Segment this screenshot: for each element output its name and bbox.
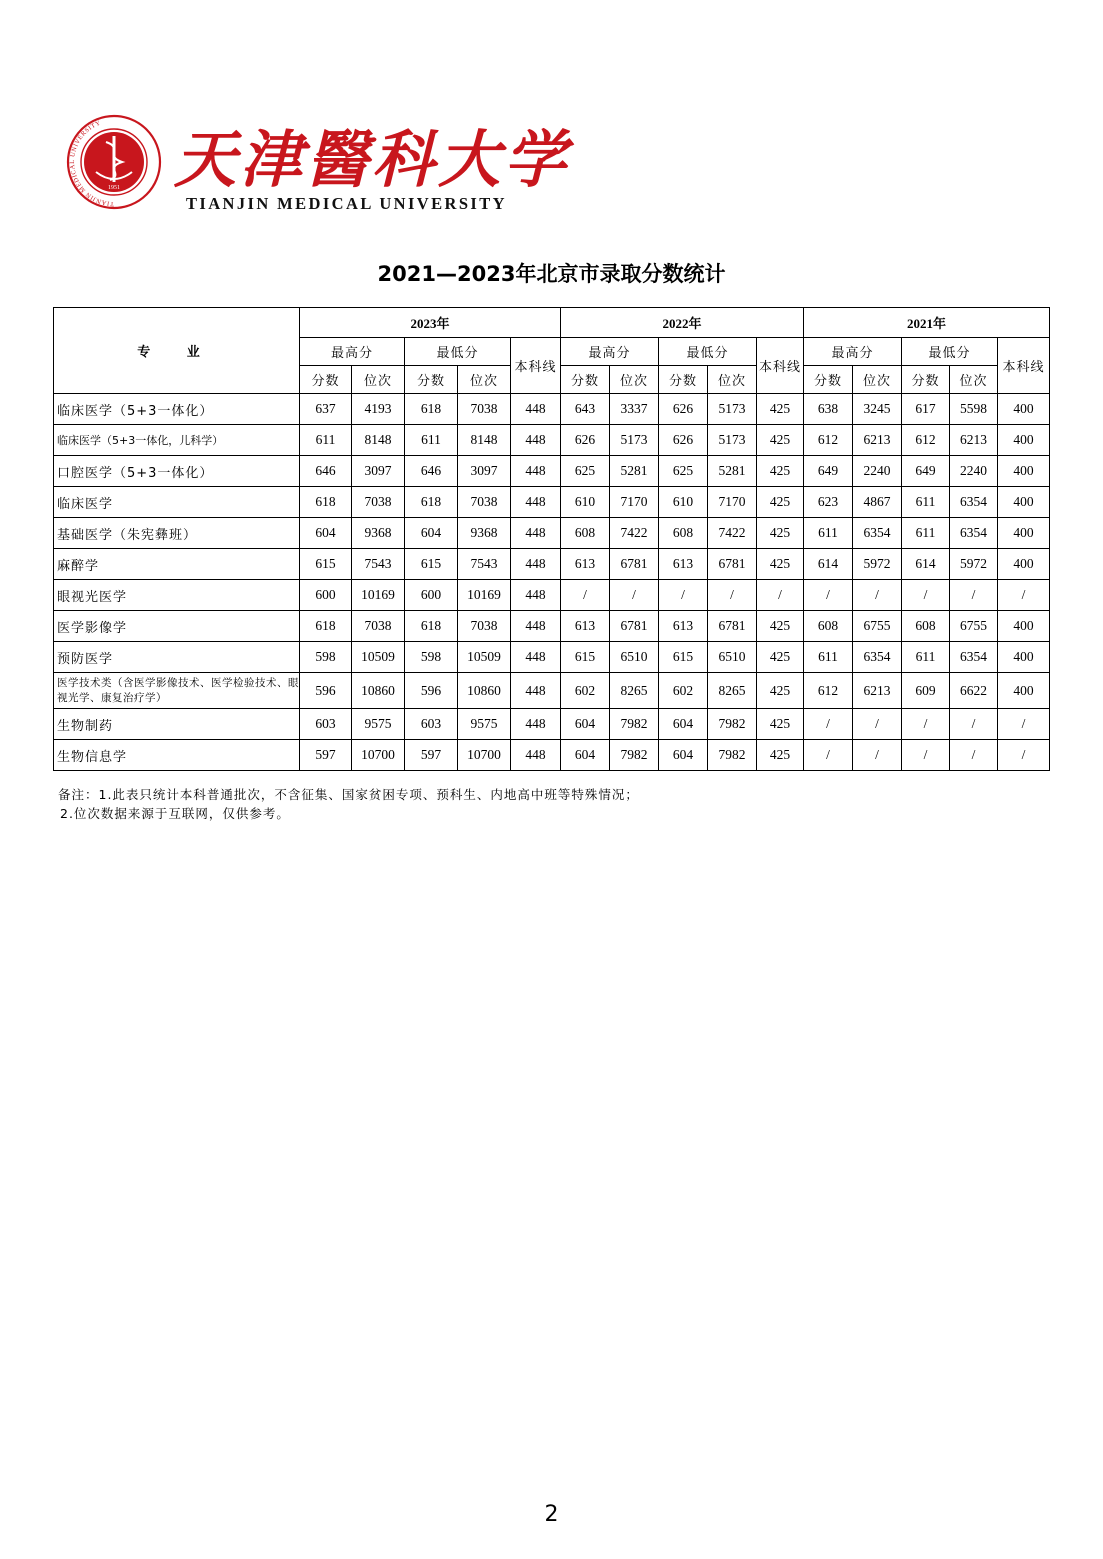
score-cell: 10509 — [458, 642, 511, 673]
score-cell: 7982 — [708, 740, 757, 771]
score-cell: 6354 — [950, 642, 998, 673]
score-cell: 9575 — [458, 709, 511, 740]
score-cell: 5173 — [610, 425, 659, 456]
score-cell: / — [853, 740, 902, 771]
score-cell: 625 — [561, 456, 610, 487]
min-score-header: 最低分 — [902, 338, 998, 366]
score-cell: 10509 — [352, 642, 405, 673]
score-cell: 615 — [561, 642, 610, 673]
score-cell: 6354 — [853, 518, 902, 549]
score-cell: / — [902, 580, 950, 611]
max-score-header: 最高分 — [804, 338, 902, 366]
score-cell: 448 — [511, 673, 561, 709]
score-cell: 618 — [405, 394, 458, 425]
score-cell: / — [561, 580, 610, 611]
score-cell: 5972 — [853, 549, 902, 580]
score-header: 分数 — [561, 366, 610, 394]
score-cell: 5598 — [950, 394, 998, 425]
score-cell: 10700 — [352, 740, 405, 771]
score-cell: 6510 — [708, 642, 757, 673]
score-cell: 618 — [300, 487, 352, 518]
score-cell: 649 — [902, 456, 950, 487]
score-cell: 7982 — [610, 740, 659, 771]
score-cell: 6354 — [950, 487, 998, 518]
score-cell: 2240 — [950, 456, 998, 487]
score-cell: 604 — [561, 709, 610, 740]
score-cell: 596 — [405, 673, 458, 709]
score-cell: 612 — [804, 425, 853, 456]
score-cell: 618 — [405, 487, 458, 518]
score-cell: 10169 — [458, 580, 511, 611]
major-name-cell: 口腔医学（5+3一体化） — [54, 456, 300, 487]
score-cell: 425 — [757, 740, 804, 771]
score-cell: 9368 — [352, 518, 405, 549]
score-cell: 638 — [804, 394, 853, 425]
page-number: 2 — [544, 1502, 559, 1527]
score-cell: 597 — [300, 740, 352, 771]
score-cell: 10860 — [352, 673, 405, 709]
max-score-header: 最高分 — [561, 338, 659, 366]
score-cell: 400 — [998, 487, 1050, 518]
score-cell: 6781 — [708, 611, 757, 642]
score-cell: 626 — [659, 394, 708, 425]
rank-header: 位次 — [853, 366, 902, 394]
major-name-cell: 临床医学 — [54, 487, 300, 518]
score-cell: 604 — [659, 709, 708, 740]
score-cell: 6781 — [610, 549, 659, 580]
score-cell: 603 — [300, 709, 352, 740]
year-header: 2023年 — [300, 308, 561, 338]
score-cell: 643 — [561, 394, 610, 425]
table-row — [54, 611, 1050, 642]
score-cell: 6510 — [610, 642, 659, 673]
major-name-cell: 临床医学（5+3一体化，儿科学） — [54, 425, 300, 456]
score-cell: 646 — [405, 456, 458, 487]
score-cell: 448 — [511, 642, 561, 673]
score-cell: 7543 — [352, 549, 405, 580]
score-cell: 4867 — [853, 487, 902, 518]
score-cell: 611 — [405, 425, 458, 456]
major-name-cell: 麻醉学 — [54, 549, 300, 580]
score-cell: 400 — [998, 611, 1050, 642]
score-cell: 5281 — [708, 456, 757, 487]
score-cell: / — [804, 580, 853, 611]
min-score-header: 最低分 — [659, 338, 757, 366]
score-cell: 6213 — [853, 673, 902, 709]
score-cell: / — [950, 740, 998, 771]
score-header: 分数 — [804, 366, 853, 394]
table-row — [54, 425, 1050, 456]
score-cell: 5972 — [950, 549, 998, 580]
score-cell: 7543 — [458, 549, 511, 580]
year-header: 2022年 — [561, 308, 804, 338]
score-cell: 425 — [757, 487, 804, 518]
score-cell: 597 — [405, 740, 458, 771]
major-name-cell: 医学影像学 — [54, 611, 300, 642]
score-cell: 7422 — [708, 518, 757, 549]
table-row — [54, 642, 1050, 673]
min-score-header: 最低分 — [405, 338, 511, 366]
table-row — [54, 673, 1050, 709]
score-cell: 425 — [757, 518, 804, 549]
table-row — [54, 456, 1050, 487]
score-cell: 613 — [659, 549, 708, 580]
score-cell: 5281 — [610, 456, 659, 487]
score-cell: 3097 — [458, 456, 511, 487]
score-cell: 646 — [300, 456, 352, 487]
score-cell: 8265 — [610, 673, 659, 709]
score-cell: 7038 — [352, 487, 405, 518]
score-cell: 625 — [659, 456, 708, 487]
note-line: 2.位次数据来源于互联网，仅供参考。 — [60, 806, 290, 821]
score-cell: 615 — [659, 642, 708, 673]
score-cell: 611 — [902, 642, 950, 673]
score-cell: 615 — [300, 549, 352, 580]
score-cell: 2240 — [853, 456, 902, 487]
score-cell: 425 — [757, 549, 804, 580]
score-cell: 6755 — [853, 611, 902, 642]
score-cell: 617 — [902, 394, 950, 425]
score-cell: 613 — [659, 611, 708, 642]
table-row — [54, 394, 1050, 425]
score-cell: 614 — [804, 549, 853, 580]
score-cell: 613 — [561, 549, 610, 580]
score-cell: 5173 — [708, 425, 757, 456]
score-cell: 649 — [804, 456, 853, 487]
major-name-cell: 生物信息学 — [54, 740, 300, 771]
score-cell: 7038 — [458, 487, 511, 518]
score-cell: 10700 — [458, 740, 511, 771]
score-cell: / — [853, 580, 902, 611]
score-cell: 612 — [902, 425, 950, 456]
score-cell: 8265 — [708, 673, 757, 709]
score-header: 分数 — [902, 366, 950, 394]
major-name-cell: 眼视光医学 — [54, 580, 300, 611]
score-cell: 448 — [511, 709, 561, 740]
cutoff-line-header: 本科线 — [757, 338, 804, 394]
score-cell: 10860 — [458, 673, 511, 709]
major-name-cell: 预防医学 — [54, 642, 300, 673]
score-cell: 609 — [902, 673, 950, 709]
score-cell: 600 — [300, 580, 352, 611]
score-cell: 7982 — [610, 709, 659, 740]
table-row — [54, 518, 1050, 549]
score-cell: 6354 — [950, 518, 998, 549]
major-name-cell: 基础医学（朱宪彝班） — [54, 518, 300, 549]
table-row — [54, 709, 1050, 740]
max-score-header: 最高分 — [300, 338, 405, 366]
score-cell: 600 — [405, 580, 458, 611]
cutoff-line-header: 本科线 — [998, 338, 1050, 394]
score-cell: 448 — [511, 394, 561, 425]
score-cell: 618 — [405, 611, 458, 642]
score-cell: 425 — [757, 709, 804, 740]
score-cell: 608 — [561, 518, 610, 549]
score-cell: 448 — [511, 456, 561, 487]
score-cell: 7038 — [352, 611, 405, 642]
score-cell: 623 — [804, 487, 853, 518]
major-column-header: 专 业 — [54, 308, 300, 394]
notes — [58, 785, 639, 823]
score-cell: / — [998, 709, 1050, 740]
score-cell: 425 — [757, 425, 804, 456]
score-cell: 608 — [659, 518, 708, 549]
table-body — [54, 394, 1050, 771]
score-header: 分数 — [405, 366, 458, 394]
table-row — [54, 740, 1050, 771]
score-cell: 400 — [998, 456, 1050, 487]
score-cell: 448 — [511, 487, 561, 518]
page-title: 2021—2023年北京市录取分数统计 — [377, 262, 726, 286]
score-cell: 612 — [804, 673, 853, 709]
score-cell: / — [804, 709, 853, 740]
score-cell: 3337 — [610, 394, 659, 425]
score-cell: 8148 — [352, 425, 405, 456]
seal-year: 1951 — [108, 185, 120, 191]
score-cell: 8148 — [458, 425, 511, 456]
score-cell: 448 — [511, 425, 561, 456]
score-cell: 448 — [511, 518, 561, 549]
table-row — [54, 549, 1050, 580]
score-cell: 4193 — [352, 394, 405, 425]
score-header: 分数 — [659, 366, 708, 394]
major-name-cell: 临床医学（5+3一体化） — [54, 394, 300, 425]
score-cell: / — [804, 740, 853, 771]
score-cell: 5173 — [708, 394, 757, 425]
score-cell: 10169 — [352, 580, 405, 611]
rank-header: 位次 — [458, 366, 511, 394]
major-name-cell: 生物制药 — [54, 709, 300, 740]
score-cell: 400 — [998, 394, 1050, 425]
table-row — [54, 580, 1050, 611]
university-seal-icon — [66, 112, 162, 214]
admission-score-table — [53, 307, 1050, 771]
score-cell: 448 — [511, 611, 561, 642]
score-cell: 448 — [511, 549, 561, 580]
table-row — [54, 487, 1050, 518]
seal-ring-text: TIANJIN MEDICAL UNIVERSITY — [69, 119, 115, 208]
score-cell: / — [998, 740, 1050, 771]
logo-english-name: TIANJIN MEDICAL UNIVERSITY — [186, 194, 507, 213]
score-cell: 9368 — [458, 518, 511, 549]
score-cell: / — [902, 709, 950, 740]
year-header: 2021年 — [804, 308, 1050, 338]
score-cell: 7170 — [708, 487, 757, 518]
score-cell: 611 — [300, 425, 352, 456]
score-cell: 6622 — [950, 673, 998, 709]
score-cell: / — [950, 709, 998, 740]
score-cell: 626 — [659, 425, 708, 456]
score-cell: 6213 — [950, 425, 998, 456]
score-cell: 7038 — [458, 394, 511, 425]
score-cell: 7422 — [610, 518, 659, 549]
score-cell: 598 — [405, 642, 458, 673]
score-cell: 9575 — [352, 709, 405, 740]
score-cell: 7982 — [708, 709, 757, 740]
score-cell: 610 — [561, 487, 610, 518]
rank-header: 位次 — [610, 366, 659, 394]
score-cell: 400 — [998, 673, 1050, 709]
score-cell: / — [998, 580, 1050, 611]
score-cell: 602 — [561, 673, 610, 709]
score-cell: 596 — [300, 673, 352, 709]
note-line: 备注：1.此表只统计本科普通批次，不含征集、国家贫困专项、预科生、内地高中班等特殊情况； — [58, 787, 639, 802]
score-cell: / — [902, 740, 950, 771]
rank-header: 位次 — [352, 366, 405, 394]
score-cell: 618 — [300, 611, 352, 642]
score-cell: / — [708, 580, 757, 611]
score-cell: 6781 — [708, 549, 757, 580]
score-cell: 604 — [300, 518, 352, 549]
score-cell: 626 — [561, 425, 610, 456]
score-cell: 608 — [902, 611, 950, 642]
score-cell: 3245 — [853, 394, 902, 425]
year-header-row — [54, 308, 1050, 338]
logo-chinese-name: 天津醫科大学 — [174, 123, 571, 196]
score-cell: 610 — [659, 487, 708, 518]
score-cell: 400 — [998, 518, 1050, 549]
score-cell: 400 — [998, 425, 1050, 456]
score-header: 分数 — [300, 366, 352, 394]
cutoff-line-header: 本科线 — [511, 338, 561, 394]
score-cell: 613 — [561, 611, 610, 642]
score-cell: 7170 — [610, 487, 659, 518]
score-cell: 6755 — [950, 611, 998, 642]
rank-header: 位次 — [950, 366, 998, 394]
score-cell: 7038 — [458, 611, 511, 642]
score-cell: / — [950, 580, 998, 611]
score-cell: 6781 — [610, 611, 659, 642]
score-cell: 611 — [902, 518, 950, 549]
score-cell: 448 — [511, 740, 561, 771]
score-cell: 611 — [804, 518, 853, 549]
score-cell: 598 — [300, 642, 352, 673]
score-cell: 425 — [757, 394, 804, 425]
major-name-cell: 医学技术类（含医学影像技术、医学检验技术、眼视光学、康复治疗学） — [54, 673, 300, 709]
score-cell: 425 — [757, 642, 804, 673]
score-cell: 400 — [998, 642, 1050, 673]
score-cell: 611 — [902, 487, 950, 518]
score-cell: / — [659, 580, 708, 611]
score-cell: 604 — [659, 740, 708, 771]
score-cell: 604 — [405, 518, 458, 549]
score-cell: 425 — [757, 673, 804, 709]
rank-header: 位次 — [708, 366, 757, 394]
score-cell: / — [757, 580, 804, 611]
score-cell: / — [610, 580, 659, 611]
score-cell: 615 — [405, 549, 458, 580]
score-cell: 425 — [757, 611, 804, 642]
score-cell: 602 — [659, 673, 708, 709]
score-cell: 6354 — [853, 642, 902, 673]
score-cell: 611 — [804, 642, 853, 673]
score-cell: 637 — [300, 394, 352, 425]
score-cell: 608 — [804, 611, 853, 642]
university-logo — [66, 112, 571, 222]
score-cell: 603 — [405, 709, 458, 740]
score-cell: 3097 — [352, 456, 405, 487]
score-cell: 425 — [757, 456, 804, 487]
score-cell: / — [853, 709, 902, 740]
score-cell: 614 — [902, 549, 950, 580]
score-cell: 448 — [511, 580, 561, 611]
score-cell: 6213 — [853, 425, 902, 456]
score-cell: 400 — [998, 549, 1050, 580]
score-cell: 604 — [561, 740, 610, 771]
